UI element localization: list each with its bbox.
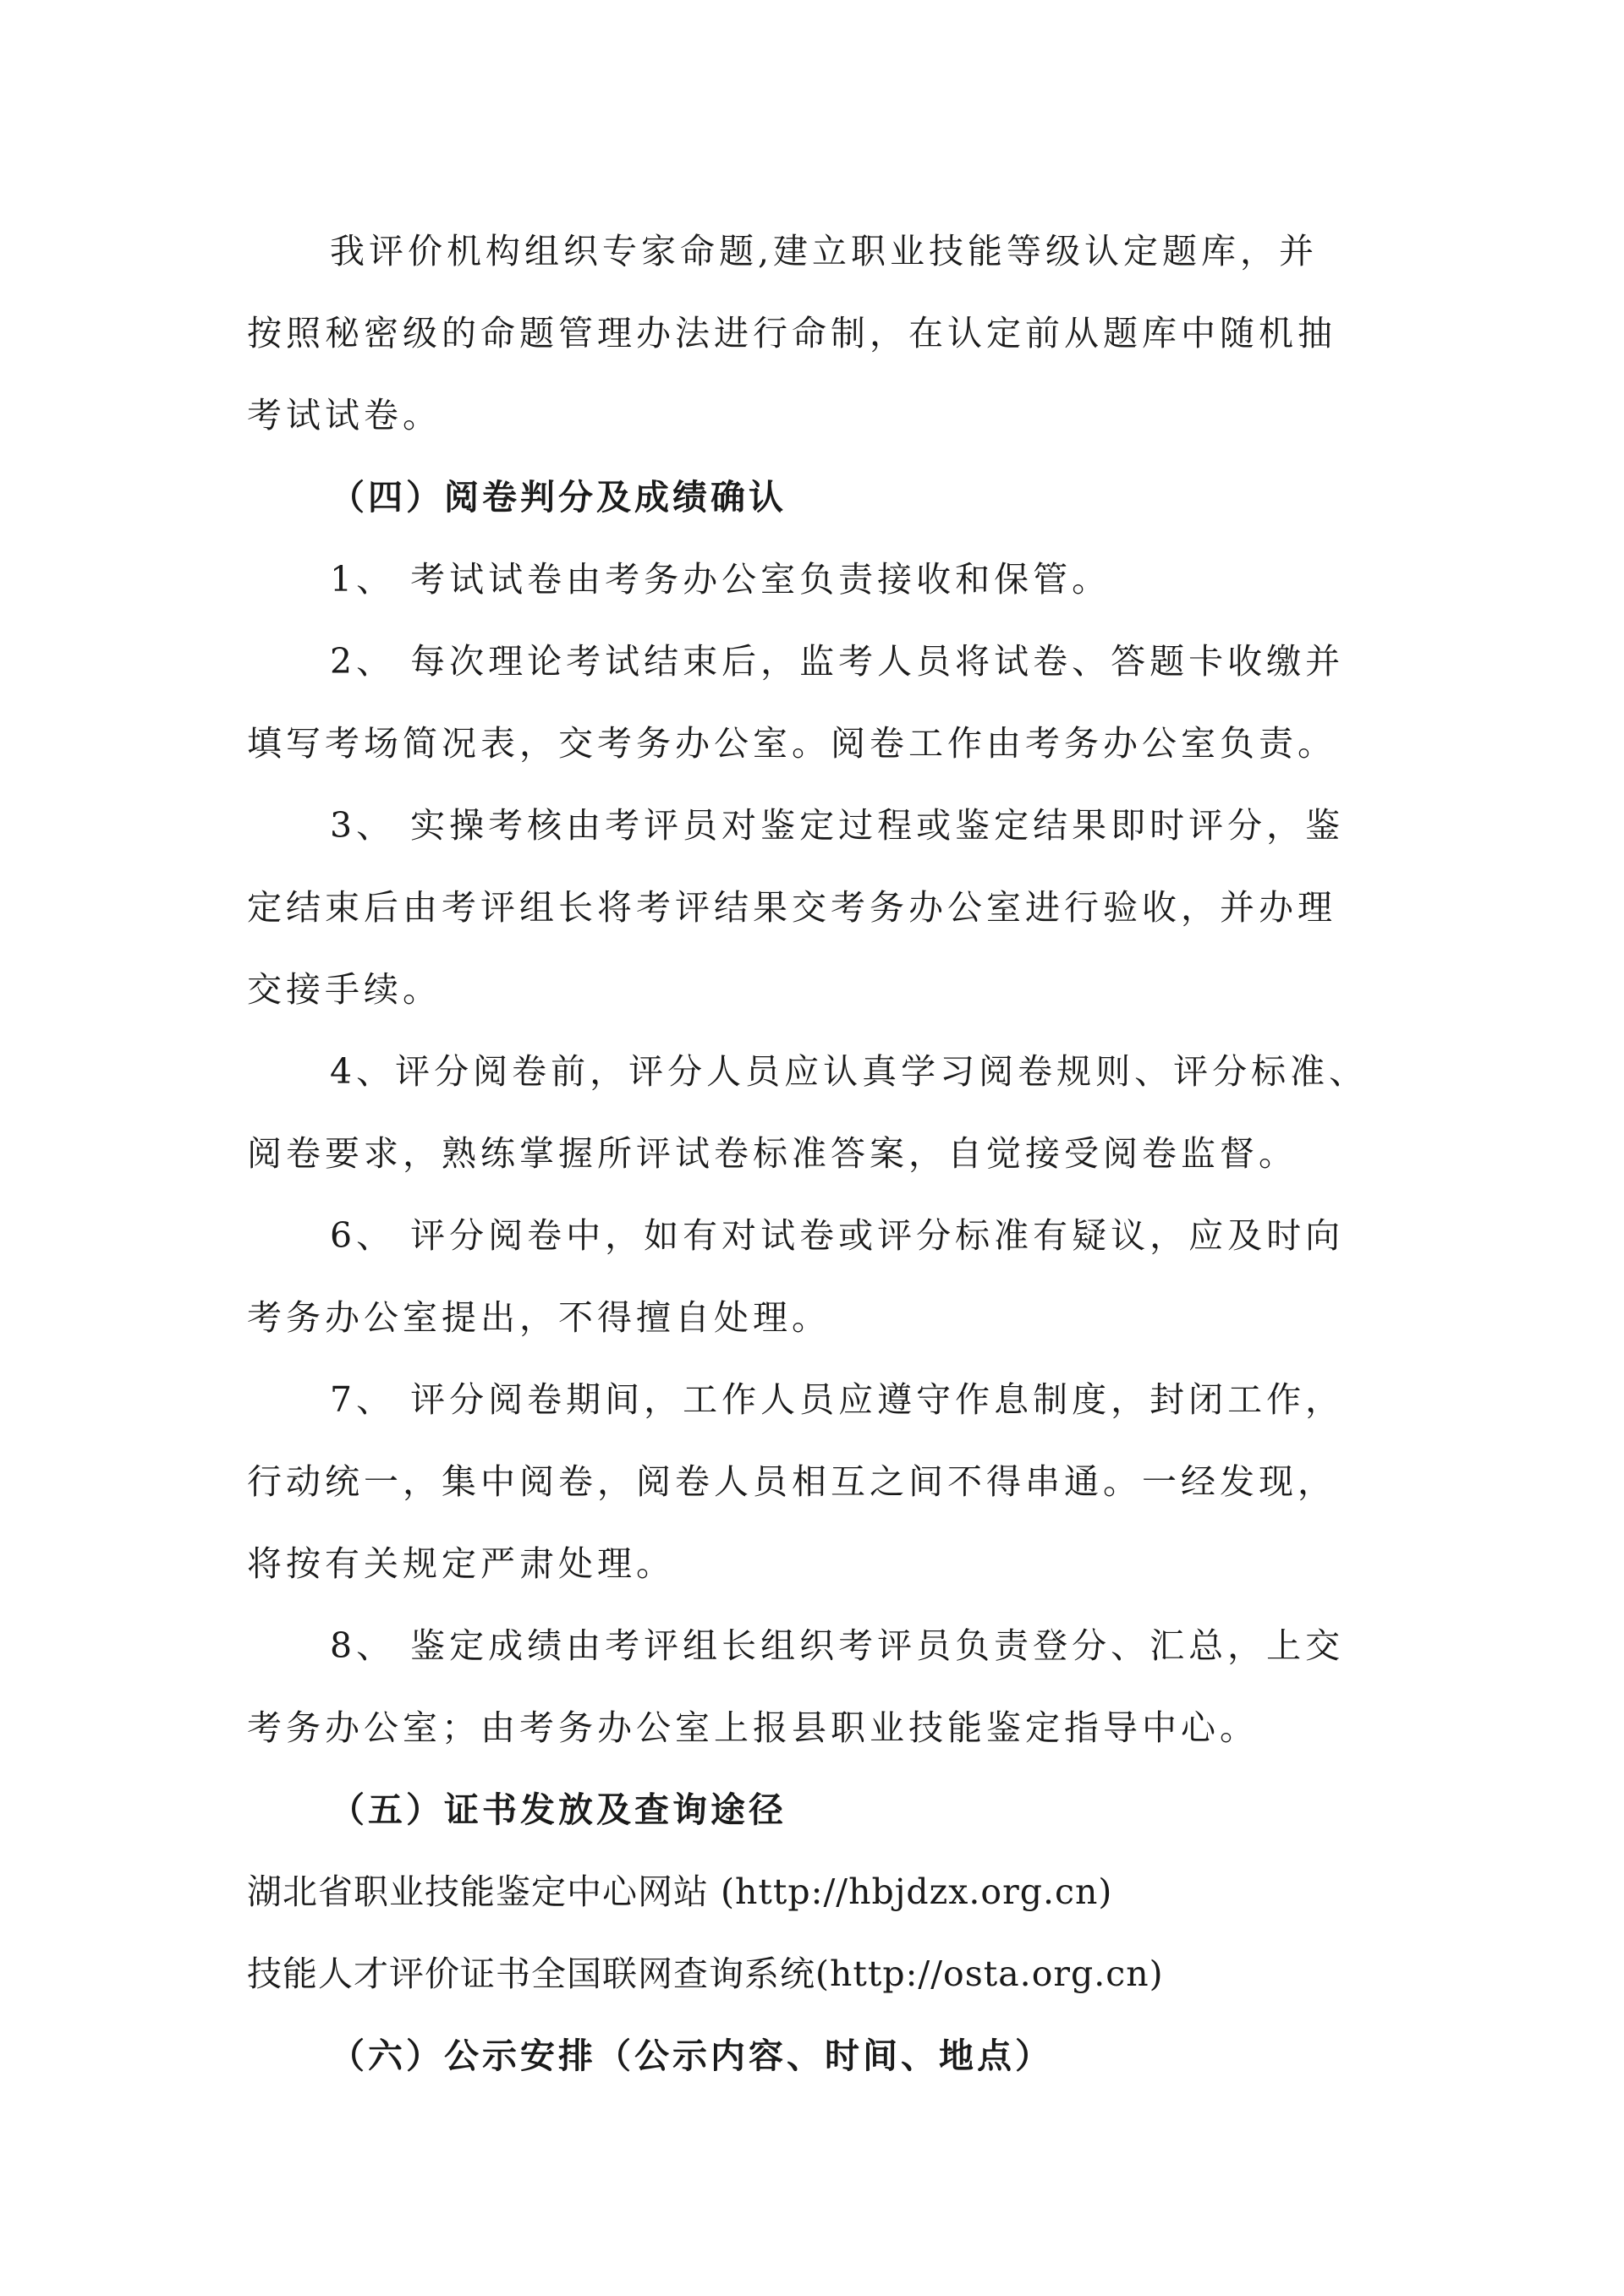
paragraph-line: 3、 实操考核由考评员对鉴定过程或鉴定结果即时评分，鉴: [330, 805, 1345, 846]
paragraph-line: 阅卷要求，熟练掌握所评试卷标准答案，自觉接受阅卷监督。: [247, 1133, 1298, 1174]
paragraph-line: 8、 鉴定成绩由考评组长组织考评员负责登分、汇总，上交: [330, 1625, 1345, 1666]
paragraph-line: 将按有关规定严肃处理。: [247, 1543, 675, 1584]
paragraph-line: 2、 每次理论考试结束后，监考人员将试卷、答题卡收缴并: [330, 641, 1345, 682]
section-heading-5: （五）证书发放及查询途径: [330, 1789, 787, 1830]
paragraph-line: 4、评分阅卷前，评分人员应认真学习阅卷规则、评分标准、: [330, 1051, 1369, 1092]
paragraph-line: 定结束后由考评组长将考评结果交考务办公室进行验收，并办理: [247, 887, 1336, 928]
paragraph-line: 行动统一，集中阅卷，阅卷人员相互之间不得串通。一经发现，: [247, 1461, 1336, 1502]
paragraph-line: 按照秘密级的命题管理办法进行命制，在认定前从题库中随机抽: [247, 313, 1336, 353]
paragraph-line: 1、 考试试卷由考务办公室负责接收和保管。: [330, 559, 1111, 600]
paragraph-line: 6、 评分阅卷中，如有对试卷或评分标准有疑议，应及时向: [330, 1215, 1345, 1256]
website-line: 技能人才评价证书全国联网查询系统(http://osta.org.cn): [247, 1954, 1164, 1994]
section-heading-6: （六）公示安排（公示内容、时间、地点）: [330, 2036, 1053, 2076]
section-heading-4: （四）阅卷判分及成绩确认: [330, 477, 787, 518]
paragraph-line: 交接手续。: [247, 969, 442, 1010]
paragraph-line: 我评价机构组织专家命题,建立职业技能等级认定题库，并: [330, 231, 1319, 271]
paragraph-line: 考试试卷。: [247, 395, 442, 436]
website-line: 湖北省职业技能鉴定中心网站 (http://hbjdzx.org.cn): [247, 1871, 1113, 1912]
paragraph-line: 考务办公室；由考务办公室上报县职业技能鉴定指导中心。: [247, 1707, 1259, 1748]
paragraph-line: 考务办公室提出，不得擅自处理。: [247, 1297, 831, 1338]
paragraph-line: 填写考场简况表，交考务办公室。阅卷工作由考务办公室负责。: [247, 723, 1336, 764]
paragraph-line: 7、 评分阅卷期间，工作人员应遵守作息制度，封闭工作，: [330, 1379, 1345, 1420]
